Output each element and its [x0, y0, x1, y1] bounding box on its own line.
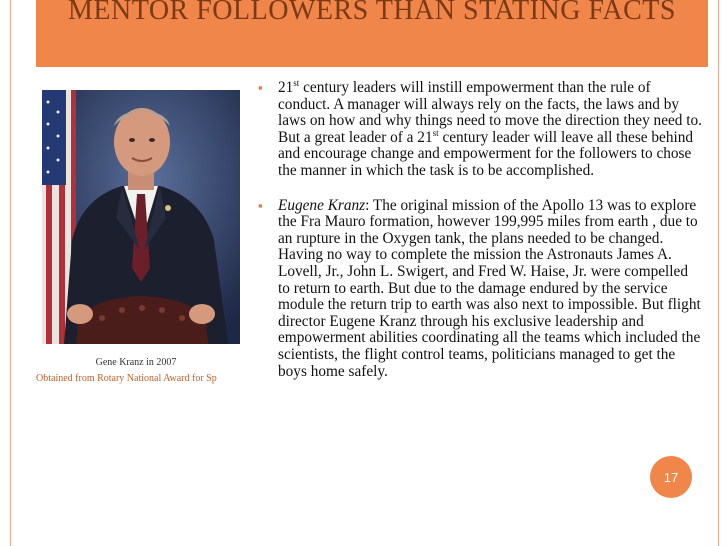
bullet-item-1	[256, 80, 702, 180]
bullet-1-sup-1: st	[293, 78, 300, 88]
right-border-line	[718, 0, 719, 546]
page-number-badge	[650, 456, 692, 498]
bullet-marker-icon: ▪	[258, 197, 263, 213]
bullet-1-part-2: century leaders will instill empowerment than the rule of conduct. A manager will always rely on the facts, the laws and by laws on how and why things need to move the direction they need to. But a great leader of a 21	[278, 79, 702, 146]
bullet-1-part-1: 21	[278, 79, 294, 96]
bullet-2-name: Eugene Kranz	[278, 196, 366, 214]
bullet-1-sup-2: st	[432, 127, 439, 138]
portrait-image	[42, 90, 240, 344]
bullet-item-2	[256, 198, 702, 381]
bullet-2-body: : The original mission of the Apollo 13 was to explore the Fra Mauro formation, however 199,995 miles from earth , due to an rupture in the Oxygen tank, the plans needed to be changed. Having no way to complete the mission the Astronauts James A. Lovell, Jr., John L. Swigert, and Fred W. Haise, Jr. were compelled to return to earth. But due to the damage endured by the service module the return trip to earth was also next to impossible. But flight director Eugene Kranz through his exclusive leadership and empowerment abilities coordinating all the teams which included the scientists, the flight control teams, politicians managed to get the boys home safely.	[278, 196, 701, 380]
bullet-marker-icon: ▪	[258, 80, 263, 95]
page-number: 17	[663, 469, 679, 485]
slide-title: MENTOR FOLLOWERS THAN STATING FACTS	[68, 0, 676, 26]
bullet-text-1	[278, 80, 702, 180]
photo-caption: Gene Kranz in 2007	[95, 357, 177, 368]
bullet-text-2	[278, 198, 702, 381]
left-border-line	[10, 0, 11, 546]
photo-source-link[interactable]: Obtained from Rotary National Award for Sp	[36, 373, 217, 384]
bullet-list	[256, 80, 702, 398]
portrait-photo	[42, 90, 240, 344]
bullet-1-part-3: century leader will leave all these behind and encourage change and empowerment for the followers to chose the manner in which the task is to be accomplished.	[278, 128, 694, 179]
